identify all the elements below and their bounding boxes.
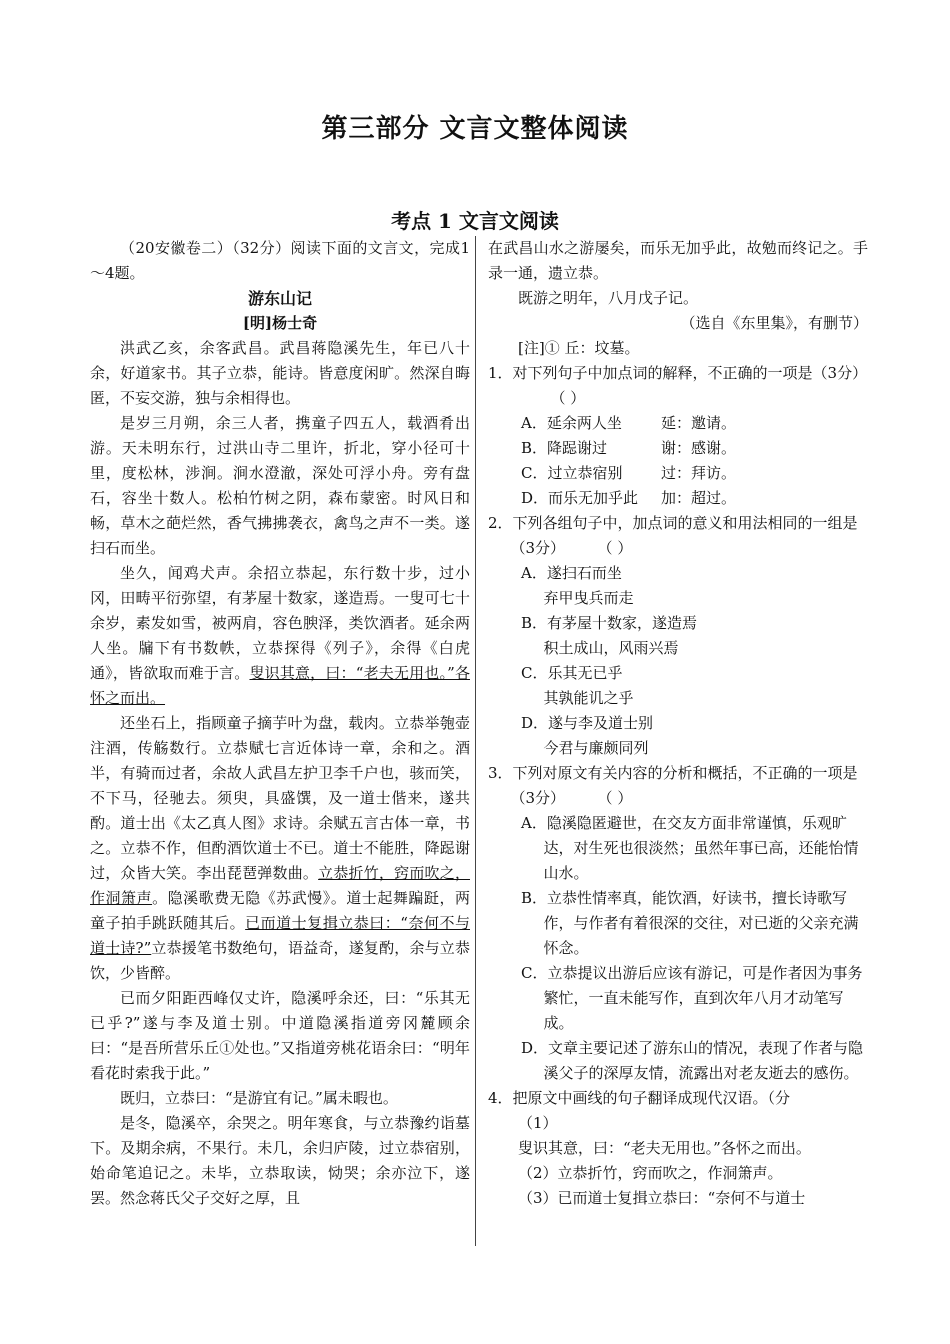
passage-title: 游东山记 [247,289,312,308]
passage-paragraph: 已而夕阳距西峰仅丈许，隐溪呼余还，曰：“乐其无已乎?”遂与李及道士别。中道隐溪指道旁冈麓顾余曰：“是吾所营乐丘①处也。”又指道旁桃花语余曰：“明年看花时索我于此。” [90,989,470,1082]
answer-bracket: （ ） [550,389,586,407]
passage-paragraph: 还坐石上，指顾童子摘芋叶为盘，载肉。立恭举匏壶注酒，传觞数行。立恭赋七言近体诗一章，余和之。酒半，有骑而过者，余故人武昌左护卫李千户也，骇而笑，不下马，径驰去。须臾，具盛馔，及一道士偕来，遂共酌。道士出《太乙真人图》求诗。余赋五言古体一章，书之。立恭不作，但酌酒饮道士不已。道士不能胜，降跽谢过，众皆大笑。李出琵琶弹数曲。立恭折竹，窍而吹之，作洞箫声。隐溪歌费无隐《苏武慢》。道士起舞蹁跹，两童子拍手跳跃随其后。已而道士复揖立恭曰：“奈何不与道士诗?”立恭援笔书数绝句，语益奇，遂复酌，余与立恭饮，少皆醉。 [90,714,470,982]
option-d: D．而乐无加乎此 加：超过。 [521,489,737,507]
passage-paragraph: 既归，立恭曰：“是游宜有记。”属未暇也。 [120,1089,398,1107]
passage-text: 立恭援笔书数绝句，语益奇，遂复酌，余与立恭饮，少皆醉。 [90,939,470,982]
q4-item-1-label: （1） [518,1114,558,1132]
option-b: B．立恭性情率真，能饮酒，好读书，擅长诗歌写作，与作者有着很深的交往，对已逝的父亲充满怀念。 [521,889,859,957]
question-text: 1．对下列句子中加点词的解释，不正确的一项是（3分） [488,364,868,382]
option-a-pair: 弃甲曳兵而走 [543,589,634,607]
passage-intro: （20安徽卷二）（32分）阅读下面的文言文，完成1～4题。 [90,239,470,282]
option-a: A．隐溪隐匿避世，在交友方面非常谨慎，乐观旷达，对生死也很淡然；虽然年事已高，还能怡情山水。 [521,814,859,882]
question-2-stem [488,511,868,561]
question-4-items [488,1111,868,1211]
question-4-stem: 4．把原文中画线的句子翻译成现代汉语。（分 [488,1089,791,1107]
section-title: 考点 1 文言文阅读 [391,209,559,233]
answer-bracket: （ ） [605,789,633,807]
underlined-sentence-3: 已而道士复揖立恭曰：“奈何不与道士诗?” [90,914,470,957]
main-title: 第三部分 文言文整体阅读 [321,114,629,144]
option-c: C．立恭提议出游后应该有游记，可是作者因为事务繁忙，一直未能写作，直到次年八月才动笔写成。 [521,964,863,1032]
option-a: A．遂扫石而坐 [521,564,622,582]
column-divider [475,236,476,1246]
option-c: C．乐其无已乎 [521,664,623,682]
passage-paragraph: 洪武乙亥，余客武昌。武昌蒋隐溪先生，年已八十余，好道家书。其子立恭，能诗。皆意度闲旷。然深自晦匿，不妄交游，独与余相得也。 [90,339,470,407]
underlined-sentence-1: 叟识其意，曰：“老夫无用也。”各怀之而出。 [90,664,470,707]
option-d-pair: 今君与廉颇同列 [543,739,649,757]
question-3-stem [488,761,868,811]
option-d: D．遂与李及道士别 [521,714,654,732]
question-1-options [488,411,868,511]
option-c-pair: 其孰能讥之乎 [543,689,634,707]
question-1-stem [488,361,868,411]
question-2-options [488,561,868,761]
passage-source: （选自《东里集》，有删节） [680,314,868,332]
passage-note: [注]① 丘：坟墓。 [518,339,640,357]
option-a: A．延余两人坐 延：邀请。 [521,414,737,432]
question-text: 2．下列各组句子中，加点词的意义和用法相同的一组是（3分） [488,514,858,557]
question-3-options [488,811,868,1086]
option-b-pair: 积土成山，风雨兴焉 [543,639,679,657]
option-c: C．过立恭宿别 过：拜访。 [521,464,737,482]
passage-date-line: 既游之明年，八月戊子记。 [518,289,699,307]
passage-paragraph: 是岁三月朔，余三人者，携童子四五人，载酒肴出游。天未明东行，过洪山寺二里许，折北，穿小径可十里，度松林，涉涧。涧水澄澈，深处可浮小舟。旁有盘石，容坐十数人。松柏竹树之阴，森布蒙密。时风日和畅，草木之葩烂然，香气拂拂袭衣，禽鸟之声不一类。遂扫石而坐。 [90,414,470,557]
q4-item-2: （2）立恭折竹，窍而吹之，作洞箫声。 [518,1164,783,1182]
passage-paragraph: 是冬，隐溪卒，余哭之。明年寒食，与立恭豫约诣墓下。及期余病，不果行。未几，余归庐陵，过立恭宿别，始命笔追记之。未毕，立恭取读，恸哭；余亦泣下，遂罢。然念蒋氏父子交好之厚，且 [90,1114,470,1207]
answer-bracket: （ ） [605,539,633,557]
question-text: 3．下列对原文有关内容的分析和概括，不正确的一项是（3分） [488,764,858,807]
passage-author: [明]杨士奇 [242,314,318,332]
option-d: D．文章主要记述了游东山的情况，表现了作者与隐溪父子的深厚友情，流露出对老友逝去的感伤。 [521,1039,864,1082]
underlined-sentence-2: 立恭折竹，窍而吹之，作洞箫声 [90,864,470,907]
passage-continuation: 在武昌山水之游屡矣，而乐无加乎此，故勉而终记之。手录一通，遗立恭。 [488,239,868,282]
passage-text: 隐溪歌费无隐《苏武慢》。道士起舞蹁跹，两童子拍手跳跃随其后。 [90,889,470,932]
left-column [90,236,470,1211]
passage-text: 坐久，闻鸡犬声。余招立恭起，东行数十步，过小冈，田畴平衍弥望，有茅屋十数家，遂造焉。一叟可七十余岁，素发如雪，被两肩，容色腴泽，类饮酒者。延余两人坐。牖下有书数帙，立恭探得《列子》，余得《白虎通》，皆欲取而难于言。 [90,564,470,682]
option-b: B．降跽谢过 谢：感谢。 [521,439,737,457]
q4-item-1: 叟识其意，曰：“老夫无用也。”各怀之而出。 [518,1139,811,1157]
option-b: B．有茅屋十数家，遂造焉 [521,614,698,632]
q4-item-3: （3）已而道士复揖立恭曰：“奈何不与道士 [518,1189,806,1207]
right-column [488,236,868,1211]
passage-paragraph [90,561,470,711]
passage-text: 还坐石上，指顾童子摘芋叶为盘，载肉。立恭举匏壶注酒，传觞数行。立恭赋七言近体诗一章，余和之。酒半，有骑而过者，余故人武昌左护卫李千户也，骇而笑，不下马，径驰去。须臾，具盛馔，及一道士偕来，遂共酌。道士出《太乙真人图》求诗。余赋五言古体一章，书之。立恭不作，但酌酒饮道士不已。道士不能胜，降跽谢过，众皆大笑。李出琵琶弹数曲。 [90,714,470,882]
